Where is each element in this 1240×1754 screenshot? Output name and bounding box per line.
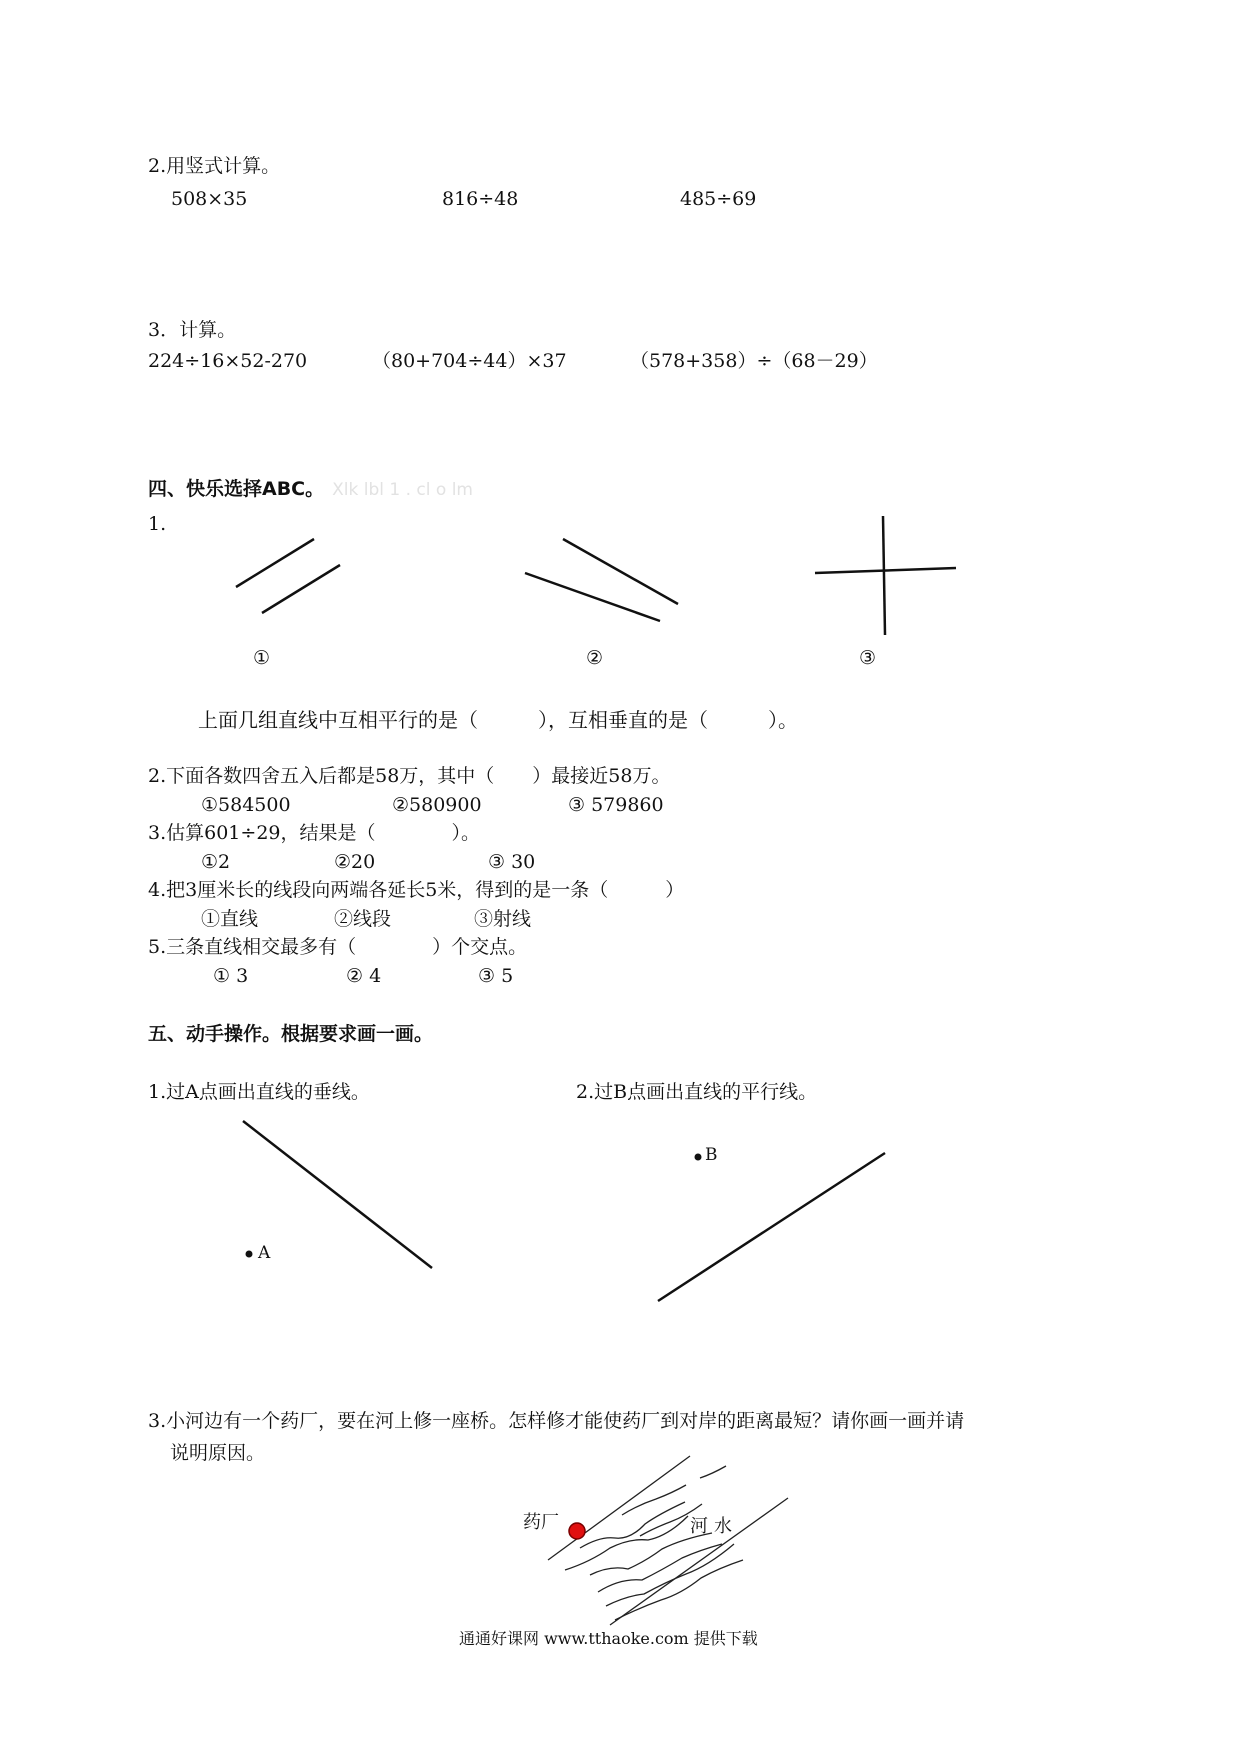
q3-expr-1: 224÷16×52-270 [148, 350, 308, 372]
s5-q2-text: 2.过B点画出直线的平行线。 [576, 1081, 818, 1103]
section4-heading-text: 四、快乐选择ABC。 [148, 478, 325, 500]
line-for-point-a [243, 1121, 432, 1268]
s4-q5-text: 5.三条直线相交最多有（ ）个交点。 [148, 936, 528, 958]
s4-q3-text: 3.估算601÷29，结果是（ ）。 [148, 822, 480, 844]
s4-q4-option-3: ③射线 [474, 908, 532, 930]
point-b-label: B [705, 1145, 718, 1165]
point-a-label: A [258, 1243, 271, 1263]
river-label: 河水 [690, 1516, 738, 1537]
q3-title: 3．计算。 [148, 319, 237, 341]
line-for-point-b [658, 1153, 885, 1301]
q2-expr-2: 816÷48 [442, 188, 519, 210]
fig3-line-h [815, 568, 956, 573]
s4-q4-text: 4.把3厘米长的线段向两端各延长5米，得到的是一条（ ） [148, 879, 685, 901]
q2-expr-3: 485÷69 [680, 188, 757, 210]
s4-q5-option-1: ① 3 [213, 965, 249, 987]
fig1-line-b [262, 565, 340, 613]
s4-q3-option-1: ①2 [201, 851, 231, 873]
s4-q2-text: 2.下面各数四舍五入后都是58万，其中（ ）最接近58万。 [148, 765, 671, 787]
s4-q2-option-2: ②580900 [392, 794, 482, 816]
s4-q5-option-3: ③ 5 [478, 965, 514, 987]
s4-q4-option-1: ①直线 [201, 908, 259, 930]
fig2-line-a [563, 539, 678, 604]
factory-label: 药厂 [523, 1512, 559, 1533]
s4-q1-number: 1. [148, 513, 167, 535]
q3-expr-2: （80+704÷44）×37 [372, 350, 567, 372]
s5-q3-line1: 3.小河边有一个药厂，要在河上修一座桥。怎样修才能使药厂到对岸的距离最短？请你画一画并请 [148, 1410, 965, 1432]
s5-q3-line2: 说明原因。 [170, 1442, 266, 1464]
s4-q1-question: 上面几组直线中互相平行的是（ ），互相垂直的是（ ）。 [198, 708, 798, 732]
q2-expr-1: 508×35 [171, 188, 248, 210]
q2-title: 2.用竖式计算。 [148, 155, 281, 177]
river-sketch [548, 1456, 788, 1625]
s4-q4-option-2: ②线段 [334, 908, 392, 930]
fig3-line-v [883, 516, 885, 635]
section5-heading: 五、动手操作。根据要求画一画。 [148, 1023, 434, 1045]
fig2-line-b [525, 573, 660, 621]
point-a [246, 1251, 253, 1258]
fig1-label: ① [253, 647, 271, 669]
fig3-label: ③ [859, 647, 877, 669]
s4-q2-option-1: ①584500 [201, 794, 291, 816]
s4-q5-option-2: ② 4 [346, 965, 382, 987]
factory-dot [569, 1523, 585, 1539]
footer-text: 通通好课网 www.tthaoke.com 提供下载 [459, 1629, 758, 1648]
fig2-label: ② [586, 647, 604, 669]
s4-q2-option-3: ③ 579860 [568, 794, 664, 816]
watermark-text: Xlk lbl 1 . cl o lm [332, 480, 473, 500]
q3-expr-3: （578+358）÷（68－29） [630, 350, 878, 372]
s5-q1-text: 1.过A点画出直线的垂线。 [148, 1081, 370, 1103]
s4-q3-option-3: ③ 30 [488, 851, 536, 873]
fig1-line-a [236, 539, 314, 587]
point-b [695, 1154, 702, 1161]
s4-q3-option-2: ②20 [334, 851, 376, 873]
